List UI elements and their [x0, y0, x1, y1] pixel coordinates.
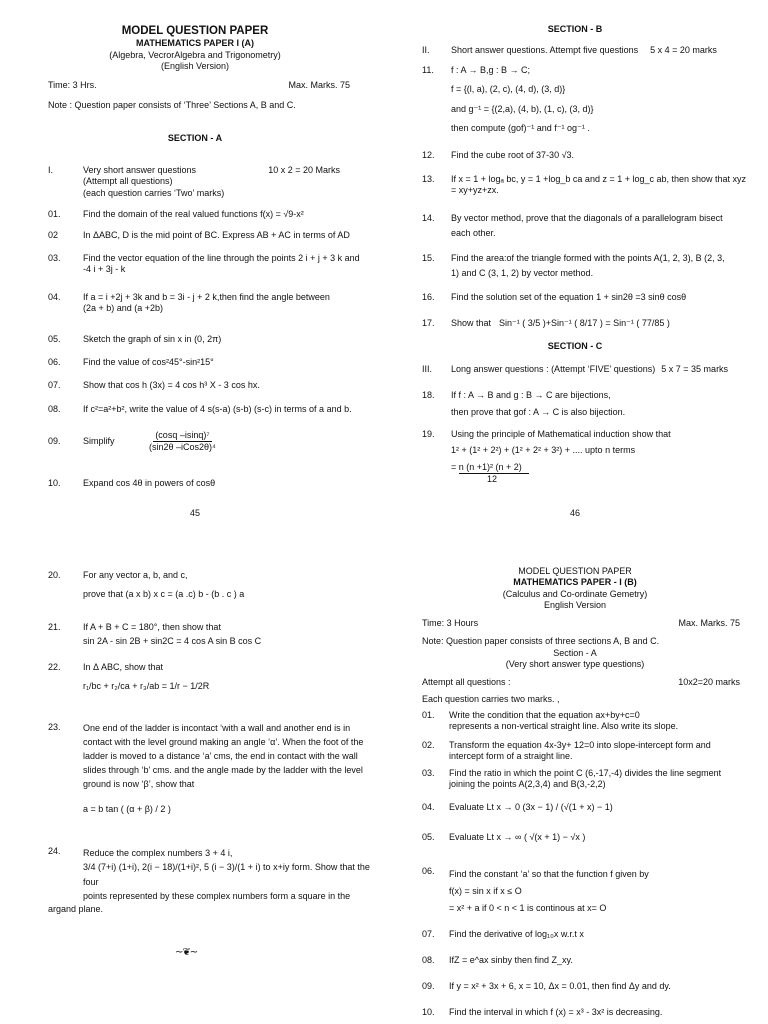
page-48	[390, 560, 760, 1020]
time-label: Time: 3 Hours	[422, 618, 479, 628]
question-b-04: 04. Evaluate Lt x → 0 (3x − 1) / (√(1 + x) − 1)	[422, 802, 613, 812]
question-12: 12. Find the cube root of 37-30 √3.	[422, 150, 575, 160]
question-b-05: 05. Evaluate Lt x → ∞ ( √(x + 1) − √x )	[422, 832, 586, 842]
paper-title: MODEL QUESTION PAPER	[518, 566, 632, 576]
question-14: 14. By vector method, prove that the diagonals of a parallelogram bisect each other.	[422, 213, 723, 239]
paper-subtitle: MATHEMATICS PAPER - I (B)	[513, 577, 637, 588]
question-11: 11. f : A → B,g : B → C; f = {(l, a), (2, c), (4, d), (3, d)} and g⁻¹ = {(2,a), (4, b), (1, c), (3, d)} then compute (gof)⁻¹ and f⁻¹ og⁻¹ .	[422, 65, 594, 133]
q17-expression: Sin⁻¹ ( 3/5 )+Sin⁻¹ ( 8/17 ) = Sin⁻¹ ( 77/85 )	[499, 318, 670, 328]
section-a-heading: Section - A	[553, 648, 597, 658]
paper-topics: (Calculus and Co-ordinate Gemetry)	[502, 588, 648, 599]
page-45	[10, 18, 380, 528]
question-22: 22. In Δ ABC, show that r₁/bc + r₂/ca + r₃/ab = 1/r − 1/2R	[48, 662, 210, 692]
max-marks-label: Max. Marks. 75	[678, 618, 740, 628]
paper-topics: (Algebra, VecrorAlgebra and Trigonometry)	[109, 49, 281, 60]
question-b-10: 10. Find the interval in which f (x) = x³ - 3x² is decreasing.	[422, 1007, 663, 1017]
question-07: 07. Show that cos h (3x) = 4 cos h³ X - 3 cos hx.	[48, 380, 260, 390]
question-19: 19. Using the principle of Mathematical induction show that 1² + (1² + 2²) + (1² + 2² + 3²) + .... upto n terms = n (n +1)² (n + 2) 12	[422, 429, 671, 484]
paper-title: MODEL QUESTION PAPER	[121, 25, 269, 37]
attempt-row: Attempt all questions : 10x2=20 marks	[422, 677, 740, 687]
section-c-heading: SECTION - C	[547, 341, 603, 351]
question-b-07: 07. Find the derivative of log₁₀x w.r.t x	[422, 929, 584, 939]
page-47	[10, 560, 380, 1020]
question-01: 01. Find the domain of the real valued functions f(x) = √9-x²	[48, 209, 304, 219]
q09-fraction: $\frac{\text{(cosq –isinq)⁷}}{\text{(sin2θ –iCos2θ)⁴}}$	[149, 430, 216, 453]
question-17: 17. Show that Sin⁻¹ ( 3/5 )+Sin⁻¹ ( 8/17 ) = Sin⁻¹ ( 77/85 )	[422, 318, 670, 328]
question-b-09: 09. If y = x² + 3x + 6, x = 10, Δx = 0.01, then find Δy and dy.	[422, 981, 671, 991]
part-1-marks: 10 x 2 = 20 Marks	[268, 165, 340, 175]
question-21: 21. If A + B + C = 180°, then show that sin 2A - sin 2B + sin2C = 4 cos A sin B cos C	[48, 622, 262, 647]
each-question-note: Each question carries two marks. ,	[422, 694, 560, 704]
question-03: 03. Find the vector equation of the line through the points 2 i + j + 3 k and -4 i + 3j - k	[48, 253, 360, 275]
note: Note : Question paper consists of ‘Three’ Sections A, B and C.	[48, 100, 296, 110]
question-13: 13. If x = 1 + logₐ bc, y = 1 +log_b ca and z = 1 + log_c ab, then show that xyz = xy+yz+zx.	[422, 174, 747, 196]
part-2-header: II. Short answer questions. Attempt five questions 5 x 4 = 20 marks	[422, 45, 717, 55]
paper-version: English Version	[543, 599, 607, 610]
max-marks-label: Max. Marks. 75	[288, 80, 350, 90]
question-05: 05. Sketch the graph of sin x in (0, 2π)	[48, 334, 222, 344]
paper-version: (English Version)	[160, 60, 230, 71]
question-b-02: 02. Transform the equation 4x-3y+ 12=0 into slope-intercept form and intercept form of a straight line.	[422, 740, 711, 762]
question-b-08: 08. IfZ = e^ax sinby then find Z_xy.	[422, 955, 573, 965]
question-24-tail: argand plane.	[48, 904, 104, 914]
question-16: 16. Find the solution set of the equation 1 + sin2θ =3 sinθ cosθ	[422, 292, 687, 302]
page-number: 46	[569, 508, 580, 518]
question-08: 08. If c²=a²+b², write the value of 4 s(s-a) (s-b) (s-c) in terms of a and b.	[48, 404, 352, 414]
time-marks-row	[48, 80, 350, 91]
question-04: 04. If a = i +2j + 3k and b = 3i - j + 2 k,then find the angle between (2a + b) and (a +2b)	[48, 292, 330, 314]
note: Note: Question paper consists of three sections A, B and C.	[422, 636, 660, 646]
question-23: 23. One end of the ladder is incontact ‘with a wall and another end is in contact with the level ground making an angle ‘α’. When the foot of the ladder is moved to a distance ‘a’ cms, the end in contact with the wall slides through ‘b’ cms. and the angle made by the ladder with the level ground is now ‘β’, show that	[48, 722, 364, 789]
question-02: 02 In ΔABC, D is the mid point of BC. Express AB + AC in terms of AD	[48, 230, 350, 240]
page-number: 45	[189, 508, 200, 518]
section-a-heading: SECTION - A	[167, 133, 223, 143]
paper-subtitle: MATHEMATICS PAPER I (A)	[136, 38, 254, 49]
question-20: 20. For any vector a, b, and c, prove that (a x b) x c = (a .c) b - (b . c ) a	[48, 570, 245, 600]
question-15: 15. Find the area:of the triangle formed with the points A(1, 2, 3), B (2, 3, 1) and C (3, 1, 2) by vector method.	[422, 253, 725, 279]
question-24: 24. Reduce the complex numbers 3 + 4 i, 3/4 (7+i) (1+i), 2(i − 18)/(1+i)², 5 (i − 3)/(1 + i) to x+iy form. Show that the four points represented by these complex numbers form a square in the	[48, 846, 370, 902]
question-23-formula: a = b tan ( (α + β) / 2 )	[83, 804, 171, 814]
question-b-03: 03. Find the ratio in which the point C (6,-17,-4) divides the line segment joining the points A(2,3,4) and B(3,-2,2)	[422, 768, 722, 790]
part-3-header: III. Long answer questions : (Attempt ‘FIVE’ questions) 5 x 7 = 35 marks	[422, 364, 729, 374]
part-1-header: I. Very short answer questions (Attempt all questions) (each question carries ‘Two’ marks) 10 x 2 = 20 Marks	[48, 165, 340, 198]
question-09: 09. Simplify $\frac{\text{(cosq –isinq)⁷}}{\text{(sin2θ –iCos2θ)⁴}}$	[48, 430, 216, 453]
ornament-divider: ~❦~	[175, 947, 198, 958]
section-a-subheading: (Very short answer type questions)	[505, 659, 645, 669]
question-06: 06. Find the value of cos²45°-sin²15°	[48, 357, 214, 367]
section-b-heading: SECTION - B	[547, 24, 603, 34]
page-46	[390, 18, 760, 528]
question-b-06: 06. Find the constant ‘a’ so that the function f given by f(x) = sin x if x ≤ O = x² + a if 0 < n < 1 is continous at x= O	[422, 866, 649, 914]
time-label: Time: 3 Hrs.	[48, 80, 97, 90]
question-18: 18. If f : A → B and g : B → C are bijections, then prove that gof : A → C is also bijection.	[422, 390, 626, 418]
question-10: 10. Expand cos 4θ in powers of cosθ	[48, 478, 216, 488]
time-marks-row	[422, 618, 740, 629]
question-b-01: 01. Write the condition that the equation ax+by+c=0 represents a non-vertical straight line. Also write its slope.	[422, 710, 679, 732]
